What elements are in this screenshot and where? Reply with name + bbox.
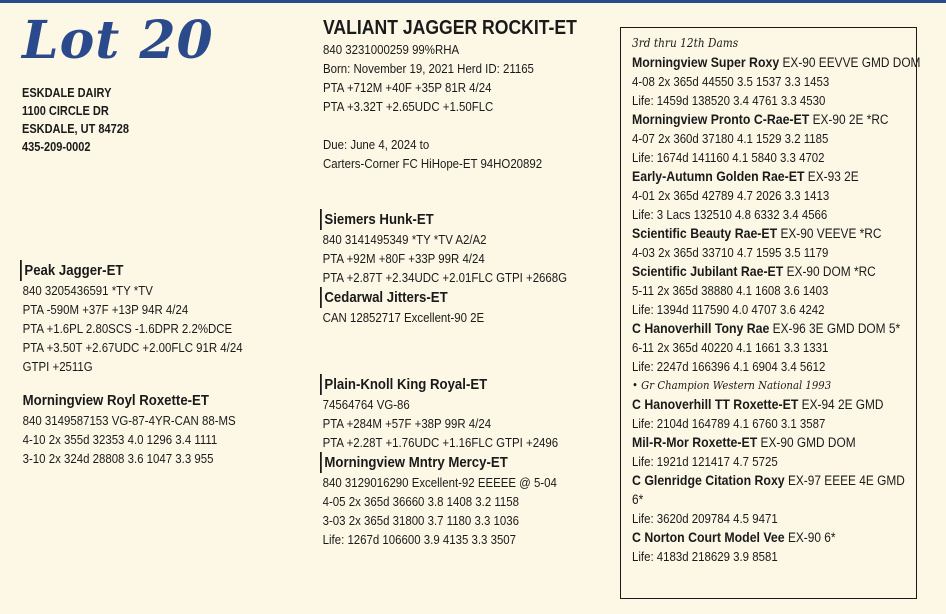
sire-detail-line: PTA +3.50T +2.67UDC +2.00FLC 91R 4/24	[22, 340, 243, 355]
grandam-detail-line: CAN 12852717 Excellent-90 2E	[322, 310, 485, 325]
ancestor-dam-record: Life: 2247d 166396 4.1 6904 3.4 5612	[632, 359, 826, 374]
dam-detail-line: 840 3129016290 Excellent-92 EEEEE @ 5-04	[322, 475, 557, 490]
ancestor-dam-name: Mil-R-Mor Roxette-ET	[632, 434, 758, 450]
ancestor-dam-record: 4-07 2x 360d 37180 4.1 1529 3.2 1185	[632, 131, 829, 146]
consignor-name: ESKDALE DAIRY	[22, 86, 112, 100]
dam-detail-line: 3-03 2x 365d 31800 3.7 1180 3.3 1036	[322, 513, 519, 528]
ancestor-dam-classification: EX-90 DOM *RC	[783, 264, 876, 279]
sire-detail-line: 840 3205436591 *TY *TV	[22, 283, 153, 298]
spacer	[323, 116, 577, 135]
sire-dam-detail-line: 840 3149587153 VG-87-4YR-CAN 88-MS	[22, 413, 236, 428]
ancestor-dam-classification: EX-90 VEEVE *RC	[777, 226, 882, 241]
dam-sire-detail-line: PTA +2.28T +1.76UDC +1.16FLC GTPI +2496	[322, 435, 559, 450]
ancestor-dam-classification: EX-94 2E GMD	[798, 397, 884, 412]
ancestor-dam-record: Life: 1921d 121417 4.7 5725	[632, 454, 778, 469]
ancestor-dam-header	[632, 167, 882, 186]
dam-sire-details	[320, 395, 558, 452]
ancestor-dam-record: Life: 3 Lacs 132510 4.8 6332 3.4 4566	[632, 207, 828, 222]
grandsire-name: Siemers Hunk-ET	[324, 211, 434, 228]
sire-dam-detail-line: 4-10 2x 355d 32353 4.0 1296 3.4 1111	[22, 432, 218, 447]
consignor-address: 1100 CIRCLE DR	[22, 104, 109, 118]
ancestor-dam-name: C Norton Court Model Vee	[632, 529, 785, 545]
dams-box-content	[632, 34, 921, 566]
middle-pedigree	[320, 209, 567, 327]
ancestor-dam-header	[632, 395, 882, 414]
ancestor-dam-classification: EX-90 GMD DOM	[757, 435, 856, 450]
dam-detail-line: Life: 1267d 106600 3.9 4135 3.3 3507	[322, 532, 517, 547]
animal-detail-line: Due: June 4, 2024 to	[323, 137, 430, 152]
animal-detail-line: PTA +712M +40F +35P 81R 4/24	[323, 80, 492, 95]
animal-detail-line: PTA +3.32T +2.65UDC +1.50FLC	[323, 99, 494, 114]
ancestor-dam-name: C Hanoverhill TT Roxette-ET	[632, 396, 799, 412]
ancestor-dam-header	[632, 262, 882, 281]
grandsire-detail-line: PTA +2.87T +2.34UDC +2.01FLC GTPI +2668G	[322, 270, 568, 285]
paternal-grandsire-section	[320, 209, 567, 230]
animal-detail-line: Born: November 19, 2021 Herd ID: 21165	[323, 61, 534, 76]
dam-details	[320, 473, 558, 549]
consignor-city: ESKDALE, UT 84728	[22, 122, 129, 136]
ancestor-dam-name: Scientific Jubilant Rae-ET	[632, 263, 784, 279]
animal-detail-line: 840 3231000259 99%RHA	[323, 42, 460, 57]
sire-dam-name: Morningview Royl Roxette-ET	[22, 392, 209, 409]
ancestor-dam-record: 5-11 2x 365d 38880 4.1 1608 3.6 1403	[632, 283, 829, 298]
dam-sire-detail-line: PTA +284M +57F +38P 99R 4/24	[322, 416, 492, 431]
sire-dam-details	[20, 411, 243, 468]
sire-name: Peak Jagger-ET	[24, 262, 124, 279]
dam-sire-detail-line: 74564764 VG-86	[322, 397, 410, 412]
sire-dam-detail-line: 3-10 2x 324d 28808 3.6 1047 3.3 955	[22, 451, 214, 466]
consignor-phone: 435-209-0002	[22, 140, 91, 154]
grandam-section	[320, 287, 567, 308]
ancestor-dam-name: Morningview Super Roxy	[632, 54, 780, 70]
ancestor-dam-classification: EX-90 6*	[784, 530, 836, 545]
ancestor-dam-record: 4-08 2x 365d 44550 3.5 1537 3.3 1453	[632, 74, 830, 89]
animal-detail-line: Carters-Corner FC HiHope-ET 94HO20892	[323, 156, 543, 171]
dam-detail-line: 4-05 2x 365d 36660 3.8 1408 3.2 1158	[322, 494, 519, 509]
ancestor-dam-name: Early-Autumn Golden Rae-ET	[632, 168, 805, 184]
ancestor-dam-record: Life: 1394d 117590 4.0 4707 3.6 4242	[632, 302, 825, 317]
top-border	[0, 0, 946, 3]
consignor-info	[22, 84, 129, 156]
ancestor-dam-record: 4-01 2x 365d 42789 4.7 2026 3.3 1413	[632, 188, 830, 203]
grandsire-detail-line: 840 3141495349 *TY *TV A2/A2	[322, 232, 487, 247]
animal-info	[323, 16, 577, 173]
sire-detail-line: PTA +1.6PL 2.80SCS -1.6DPR 2.2%DCE	[22, 321, 233, 336]
dam-sire-section	[320, 374, 558, 395]
ancestor-dam-classification: EX-90 2E *RC	[809, 112, 889, 127]
dam-list	[632, 53, 921, 566]
ancestor-dam-classification: EX-96 3E GMD DOM 5*	[769, 321, 901, 336]
grandam-details	[320, 308, 567, 327]
ancestor-dam-classification: EX-93 2E	[804, 169, 859, 184]
grandam-name: Cedarwal Jitters-ET	[324, 289, 448, 306]
dam-section	[320, 452, 558, 473]
ancestor-dam-header	[632, 433, 882, 452]
ancestor-dam-name: Scientific Beauty Rae-ET	[632, 225, 778, 241]
ancestor-dam-note: • Gr Champion Western National 1993	[632, 378, 832, 392]
ancestor-dam-header	[632, 471, 905, 490]
ancestor-dam-record: Life: 4183d 218629 3.9 8581	[632, 549, 778, 564]
sire-detail-line: GTPI +2511G	[22, 359, 93, 374]
grandsire-details	[320, 230, 567, 287]
sire-section	[20, 260, 243, 281]
ancestor-dam-record: 4-03 2x 365d 33710 4.7 1595 3.5 1179	[632, 245, 829, 260]
ancestor-dam-record: Life: 1674d 141160 4.1 5840 3.3 4702	[632, 150, 825, 165]
ancestor-dam-header	[632, 53, 921, 72]
ancestor-dam-record: Life: 1459d 138520 3.4 4761 3.3 4530	[632, 93, 826, 108]
dam-pedigree	[320, 374, 558, 549]
grandsire-detail-line: PTA +92M +80F +33P 99R 4/24	[322, 251, 485, 266]
ancestor-dam-classification: EX-97 EEEE 4E GMD	[784, 473, 905, 488]
animal-details	[323, 40, 577, 173]
ancestor-dam-header	[632, 224, 882, 243]
dams-box	[620, 27, 921, 599]
ancestor-dam-name: C Hanoverhill Tony Rae	[632, 320, 770, 336]
dams-box-header: 3rd thru 12th Dams	[632, 36, 739, 50]
lot-title: Lot 20	[22, 10, 214, 71]
sire-detail-line: PTA -590M +37F +13P 94R 4/24	[22, 302, 189, 317]
ancestor-dam-classification: EX-90 EEVVE GMD DOM	[779, 55, 921, 70]
dam-sire-name: Plain-Knoll King Royal-ET	[324, 376, 488, 393]
dam-name: Morningview Mntry Mercy-ET	[324, 454, 508, 471]
ancestor-dam-header	[632, 528, 882, 547]
ancestor-dam-header	[632, 110, 889, 129]
ancestor-dam-record: Life: 3620d 209784 4.5 9471	[632, 511, 778, 526]
ancestor-dam-name: C Glenridge Citation Roxy	[632, 472, 785, 488]
ancestor-dam-record: 6-11 2x 365d 40220 4.1 1661 3.3 1331	[632, 340, 829, 355]
sire-details	[20, 281, 243, 376]
ancestor-dam-classification-cont: 6*	[632, 492, 644, 507]
ancestor-dam-record: Life: 2104d 164789 4.1 6760 3.1 3587	[632, 416, 826, 431]
ancestor-dam-name: Morningview Pronto C-Rae-ET	[632, 111, 810, 127]
ancestor-dam-header	[632, 319, 901, 338]
animal-name: VALIANT JAGGER ROCKIT-ET	[323, 17, 577, 39]
sire-pedigree	[20, 260, 243, 468]
